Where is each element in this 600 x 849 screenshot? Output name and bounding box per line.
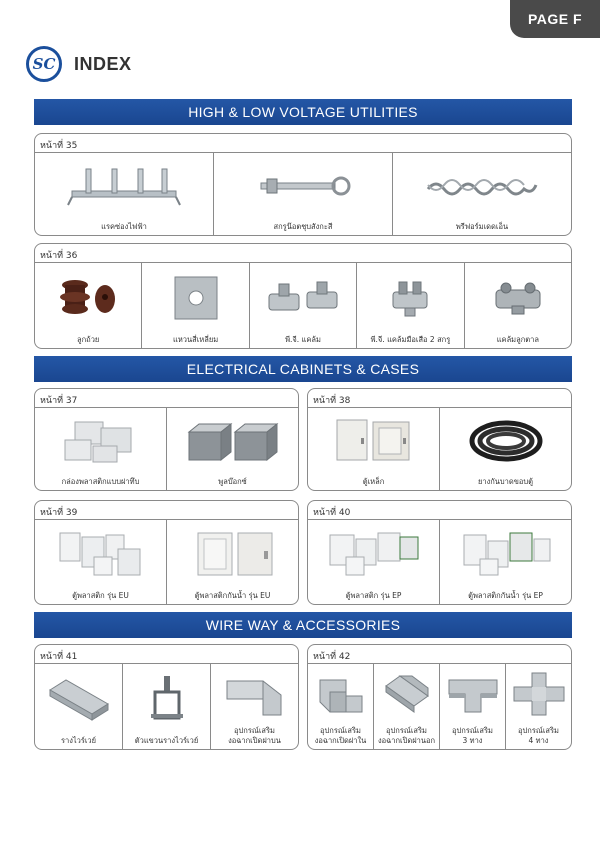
- product-caption: กล่องพลาสติกแบบฝาทึบ: [61, 476, 140, 486]
- product-pull-box[interactable]: [167, 408, 298, 490]
- index-box-page-36: [34, 243, 572, 349]
- steel-cabinet-icon: [329, 416, 419, 466]
- product-caption: ตู้พลาสติกกันน้ำ รุ่น EP: [468, 590, 543, 600]
- product-caption: พี.จี. แคล้ม: [285, 334, 321, 344]
- product-caption: ตัวแขวนรางไวร์เวย์: [134, 735, 199, 745]
- page-tab: PAGE F: [510, 0, 600, 38]
- plastic-cabinet-eu-icon: [56, 529, 146, 579]
- bolt-clamp-icon: [490, 276, 546, 320]
- product-elbow-outside[interactable]: [374, 664, 440, 749]
- product-rack[interactable]: [35, 153, 214, 235]
- product-elbow-inside[interactable]: [308, 664, 374, 749]
- page-label: หน้าที่ 41: [40, 652, 78, 662]
- product-insulator[interactable]: [35, 263, 142, 348]
- section-banner-wireway: WIRE WAY & ACCESSORIES: [34, 612, 572, 638]
- page-label: หน้าที่ 39: [40, 508, 78, 518]
- product-bolt-clamp[interactable]: [465, 263, 571, 348]
- product-caption: ยางกันบาดขอบตู้: [477, 476, 534, 486]
- product-plastic-box[interactable]: [35, 408, 167, 490]
- product-caption: ตู้พลาสติก รุ่น EU: [72, 590, 129, 600]
- product-caption: อุปกรณ์เสริม 4 ทาง: [518, 726, 559, 745]
- section-banner-cabinets: ELECTRICAL CABINETS & CASES: [34, 356, 572, 382]
- pg-clamp-2-screw-icon: [385, 276, 435, 320]
- bolt-icon: [253, 166, 353, 206]
- product-elbow-top[interactable]: [211, 664, 298, 749]
- product-edge-grommet[interactable]: [440, 408, 571, 490]
- product-plastic-cabinet-eu[interactable]: [35, 520, 167, 604]
- plastic-cabinet-ep-icon: [326, 529, 422, 579]
- index-box-page-42: [307, 644, 572, 750]
- product-pg-clamp[interactable]: [250, 263, 357, 348]
- product-waterproof-cabinet-eu[interactable]: [167, 520, 298, 604]
- product-bolt[interactable]: [214, 153, 393, 235]
- product-plastic-cabinet-ep[interactable]: [308, 520, 440, 604]
- page-label: หน้าที่ 35: [40, 141, 78, 151]
- product-caption: อุปกรณ์เสริม งอฉากเปิดฝานอก: [377, 726, 435, 745]
- elbow-inside-icon: [316, 672, 366, 716]
- rack-icon: [64, 161, 184, 211]
- page-label: หน้าที่ 40: [313, 508, 351, 518]
- index-box-page-40: [307, 500, 572, 605]
- product-wireway-hanger[interactable]: [123, 664, 211, 749]
- pull-box-icon: [185, 418, 281, 464]
- product-waterproof-cabinet-ep[interactable]: [440, 520, 571, 604]
- plastic-box-icon: [61, 418, 141, 464]
- brand-header: [26, 46, 132, 82]
- product-caption: สกรูน๊อตชุบสังกะสี: [273, 221, 333, 231]
- product-caption: แคล้มลูกตาล: [496, 334, 539, 344]
- page-title: INDEX: [74, 53, 132, 74]
- waterproof-cabinet-ep-icon: [458, 529, 554, 579]
- edge-grommet-icon: [466, 418, 546, 464]
- index-box-page-35: [34, 133, 572, 236]
- product-square-washer[interactable]: [142, 263, 249, 348]
- page-label: หน้าที่ 42: [313, 652, 351, 662]
- product-caption: แหวนสี่เหลี่ยม: [173, 334, 219, 344]
- product-caption: ตู้พลาสติกกันน้ำ รุ่น EU: [194, 590, 271, 600]
- product-caption: อุปกรณ์เสริม งอฉากเปิดฝาบน: [228, 726, 281, 745]
- product-pg-clamp-2-screw[interactable]: [357, 263, 464, 348]
- pg-clamp-icon: [263, 276, 343, 320]
- index-box-page-37: [34, 388, 299, 491]
- page-label: หน้าที่ 38: [313, 396, 351, 406]
- preform-icon: [422, 171, 542, 201]
- index-box-page-41: [34, 644, 299, 750]
- insulator-icon: [53, 273, 123, 323]
- product-caption: พี.จี. แคล้มมือเสือ 2 สกรู: [370, 334, 451, 344]
- product-tee[interactable]: [440, 664, 506, 749]
- product-caption: อุปกรณ์เสริม 3 ทาง: [452, 726, 493, 745]
- elbow-outside-icon: [382, 672, 432, 716]
- product-caption: อุปกรณ์เสริม งอฉากเปิดฝาใน: [314, 726, 367, 745]
- elbow-top-icon: [223, 671, 287, 717]
- product-preform[interactable]: [393, 153, 571, 235]
- cross-icon: [512, 671, 566, 717]
- product-caption: รางไวร์เวย์: [60, 735, 97, 745]
- product-cross[interactable]: [506, 664, 571, 749]
- waterproof-cabinet-eu-icon: [188, 529, 278, 579]
- page-label: หน้าที่ 37: [40, 396, 78, 406]
- product-caption: พรีฟอร์มเดดเอ็น: [455, 221, 509, 231]
- sc-logo: SC: [26, 46, 62, 82]
- page-label: หน้าที่ 36: [40, 251, 78, 261]
- section-banner-utilities: HIGH & LOW VOLTAGE UTILITIES: [34, 99, 572, 125]
- product-caption: พูลบ๊อกซ์: [218, 476, 247, 486]
- square-washer-icon: [171, 273, 221, 323]
- product-caption: ลูกถ้วย: [77, 334, 100, 344]
- product-caption: ตู้พลาสติก รุ่น EP: [345, 590, 402, 600]
- index-box-page-38: [307, 388, 572, 491]
- product-steel-cabinet[interactable]: [308, 408, 440, 490]
- product-caption: แรคซ่องไฟฟ้า: [101, 221, 147, 231]
- product-caption: ตู้เหล็ก: [362, 476, 385, 486]
- tee-icon: [445, 672, 501, 716]
- wireway-icon: [44, 674, 114, 724]
- index-box-page-39: [34, 500, 299, 605]
- product-wireway[interactable]: [35, 664, 123, 749]
- wireway-hanger-icon: [147, 674, 187, 724]
